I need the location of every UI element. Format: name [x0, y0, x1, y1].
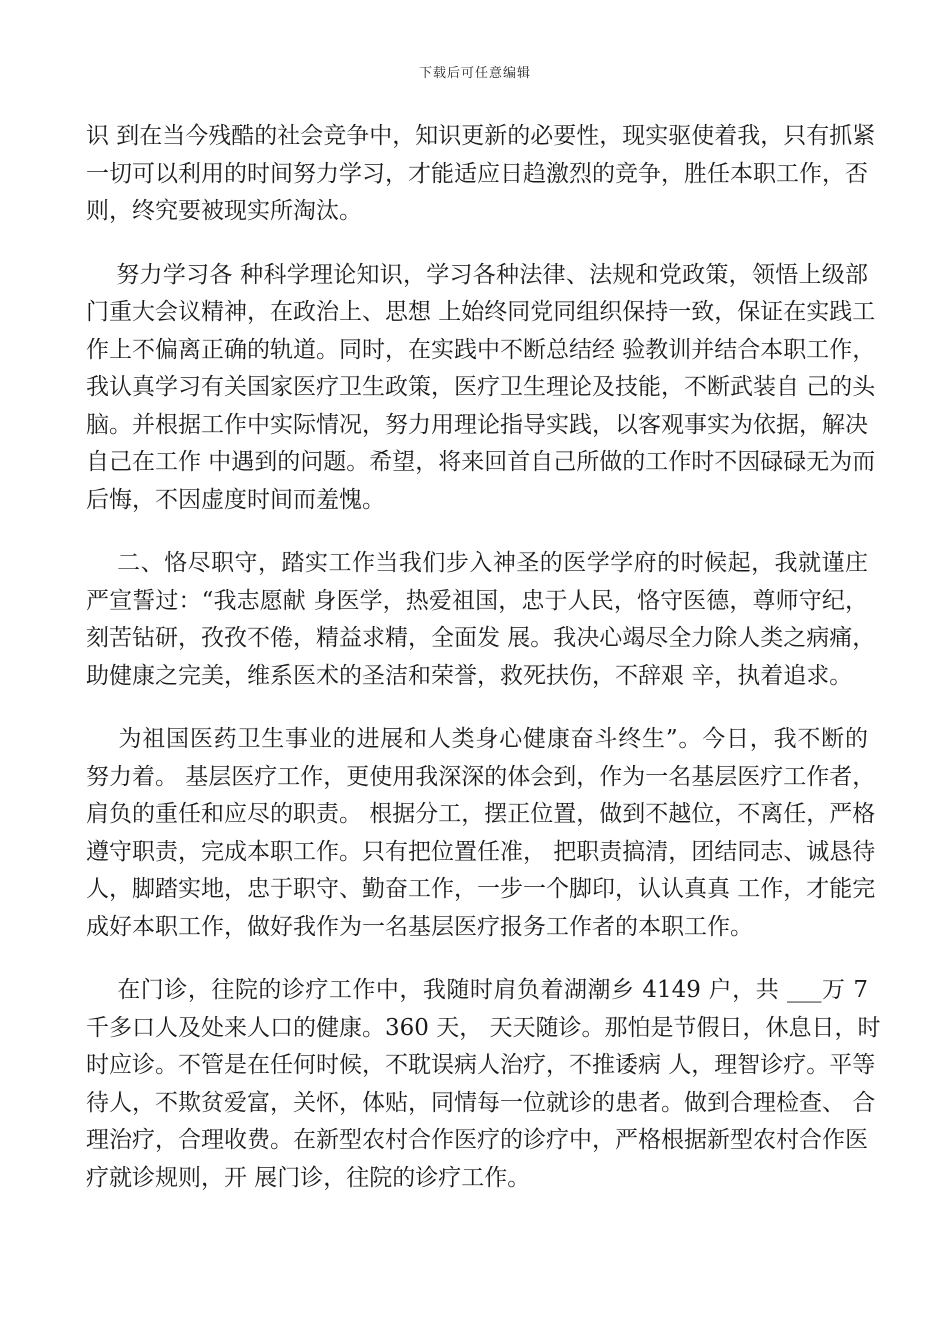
text-line: 成好本职工作，做好我作为一名基层医疗报务工作者的本职工作。 [86, 913, 753, 940]
text-line: 人，脚踏实地，忠于职守、勤奋工作，一步一个脚印，认认真真 工作，才能完 [86, 876, 876, 902]
page-header: 下载后可任意编辑 [418, 66, 531, 81]
text-line: 自己在工作 中遇到的问题。希望，将来回首自己所做的工作时不因碌碌无为而 [86, 449, 876, 475]
text-line: 一切可以利用的时间努力学习，才能适应日趋激烈的竞争，胜任本职工作，否 [86, 160, 868, 187]
text-line: 时应诊。不管是在任何时候，不耽误病人治疗，不推诿病 人，理智诊疗。平等 [86, 1052, 876, 1078]
text-line: 刻苦钻研，孜孜不倦，精益求精，全面发 展。我决心竭尽全力除人类之病痛， [86, 625, 876, 651]
text-line: 二、恪尽职守，踏实工作当我们步入神圣的医学学府的时候起，我就谨庄 [86, 550, 868, 576]
text-line: 努力学习各 种科学理论知识，学习各种法律、法规和党政策，领悟上级部 [86, 261, 868, 288]
text-line: 则，终究要被现实所淘汰。 [86, 198, 362, 224]
text-line: 作上不偏离正确的轨道。同时，在实践中不断总结经 验教训并结合本职工作， [86, 336, 876, 363]
text-line: 在门诊，往院的诊疗工作中，我随时肩负着湖潮乡 4149 户，共 ___万 7 [86, 977, 868, 1003]
paragraph [86, 721, 876, 946]
text-line: 我认真学习有关国家医疗卫生政策，医疗卫生理论及技能，不断武装自 己的头 [86, 374, 876, 400]
paragraph [86, 972, 881, 1197]
text-line: 门重大会议精神，在政治上、思想 上始终同党同组织保持一致，保证在实践工 [86, 299, 876, 325]
document-body [86, 118, 881, 1223]
text-line: 千多口人及处来人口的健康。360 天， 天天随诊。那怕是节假日，休息日，时 [86, 1014, 881, 1041]
text-line: 努力着。 基层医疗工作，更使用我深深的体会到，作为一名基层医疗工作者， [86, 763, 876, 790]
paragraph [86, 118, 876, 231]
paragraph [86, 257, 876, 520]
text-line: 识 到在当今残酷的社会竞争中，知识更新的必要性，现实驱使着我，只有抓紧 [86, 123, 876, 149]
text-line: 理治疗，合理收费。在新型农村合作医疗的诊疗中，严格根据新型农村合作医 [86, 1127, 868, 1153]
text-line: 后悔，不因虚度时间而羞愧。 [86, 486, 385, 513]
text-line: 脑。并根据工作中实际情况，努力用理论指导实践，以客观事实为依据，解决 [86, 411, 868, 438]
text-line: 为祖国医药卫生事业的进展和人类身心健康奋斗终生”。今日，我不断的 [86, 726, 868, 752]
text-line: 严宣誓过：“我志愿献 身医学，热爱祖国，忠于人民，恪守医德，尊师守纪， [86, 587, 868, 614]
text-line: 肩负的重任和应尽的职责。 根据分工，摆正位置，做到不越位，不离任，严格 [86, 801, 876, 827]
text-line: 疗就诊规则，开 展门诊，往院的诊疗工作。 [86, 1164, 531, 1191]
text-line: 助健康之完美，维系医术的圣洁和荣誉，救死扶伤，不辞艰 辛，执着追求。 [86, 662, 853, 689]
paragraph [86, 545, 876, 695]
text-line: 待人，不欺贫爱富，关怀，体贴，同情每一位就诊的患者。做到合理检查、 合 [86, 1089, 876, 1116]
text-line: 遵守职责，完成本职工作。只有把位置任准， 把职责搞清，团结同志、诚恳待 [86, 838, 876, 865]
